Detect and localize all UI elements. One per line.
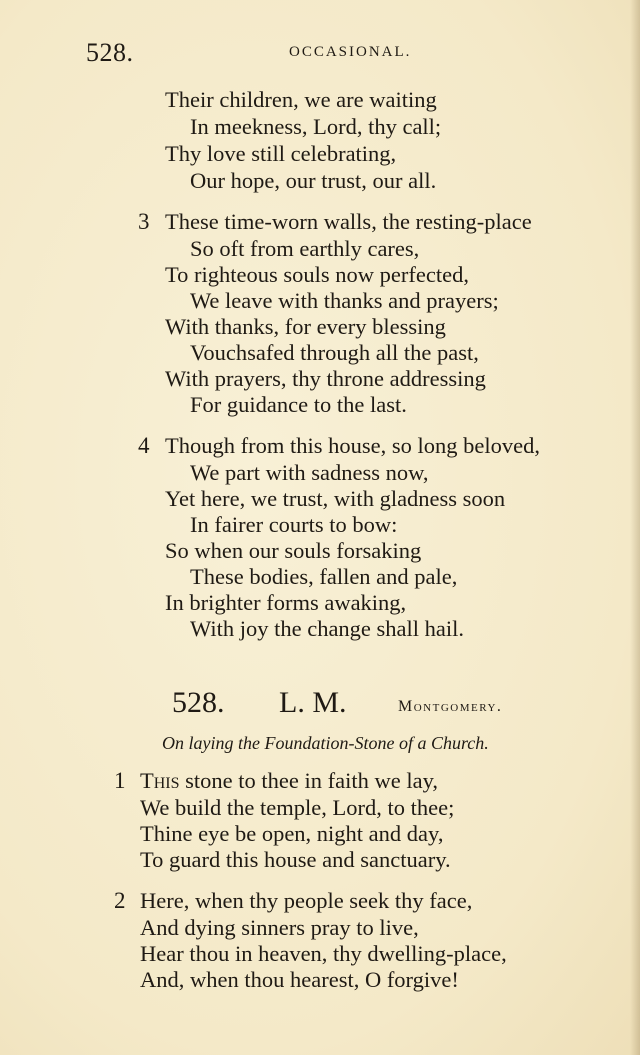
running-title: OCCASIONAL. [289,44,412,60]
hymn-meter: L. M. [279,686,347,719]
verse-line: Yet here, we trust, with gladness soon [165,486,506,511]
verse-line: Vouchsafed through all the past, [190,340,479,365]
verse-line: With thanks, for every blessing [165,314,446,339]
verse-line: In meekness, Lord, thy call; [190,114,442,139]
verse-line: Their children, we are waiting [165,87,437,112]
verse-line: Our hope, our trust, our all. [190,168,437,193]
hymn-author: Montgomery. [398,698,503,715]
verse-line: In fairer courts to bow: [190,512,398,537]
verse-line: To righteous souls now perfected, [165,262,469,287]
stanza-number: 1 [114,768,126,793]
verse-line: Thine eye be open, night and day, [140,821,444,846]
verse-line: Hear thou in heaven, thy dwelling-place, [140,941,507,966]
verse-line: And, when thou hearest, O forgive! [140,967,459,992]
verse-line: Thy love still celebrating, [165,141,397,166]
verse-line: In brighter forms awaking, [165,590,407,615]
verse-line-rest: stone to thee in faith we lay, [185,768,438,793]
first-word-small-caps: This [140,768,180,793]
verse-line: These time-worn walls, the resting-place [165,209,532,234]
stanza-number: 4 [138,433,150,458]
hymn-occasion: On laying the Foundation-Stone of a Church. [162,733,489,753]
verse-line: And dying sinners pray to live, [140,915,419,940]
stanza-number: 2 [114,888,126,913]
verse-line: So when our souls forsaking [165,538,422,563]
verse-line: Though from this house, so long beloved, [165,433,540,458]
verse-line: We leave with thanks and prayers; [190,288,499,313]
page-header [86,38,606,68]
hymn-number: 528. [172,686,225,719]
verse-line [140,768,438,794]
verse-line: We build the temple, Lord, to thee; [140,795,455,820]
verse-line: So oft from earthly cares, [190,236,420,261]
page-number: 528. [86,38,134,67]
verse-line: Here, when thy people seek thy face, [140,888,473,913]
verse-line: With prayers, thy throne addressing [165,366,486,391]
verse-line: We part with sadness now, [190,460,429,485]
page-edge-shadow [630,0,640,1055]
verse-line: These bodies, fallen and pale, [190,564,458,589]
verse-line: With joy the change shall hail. [190,616,465,641]
verse-line: For guidance to the last. [190,392,407,417]
stanza-number: 3 [138,209,150,234]
hymn-heading [172,686,572,722]
verse-line: To guard this house and sanctuary. [140,847,451,872]
